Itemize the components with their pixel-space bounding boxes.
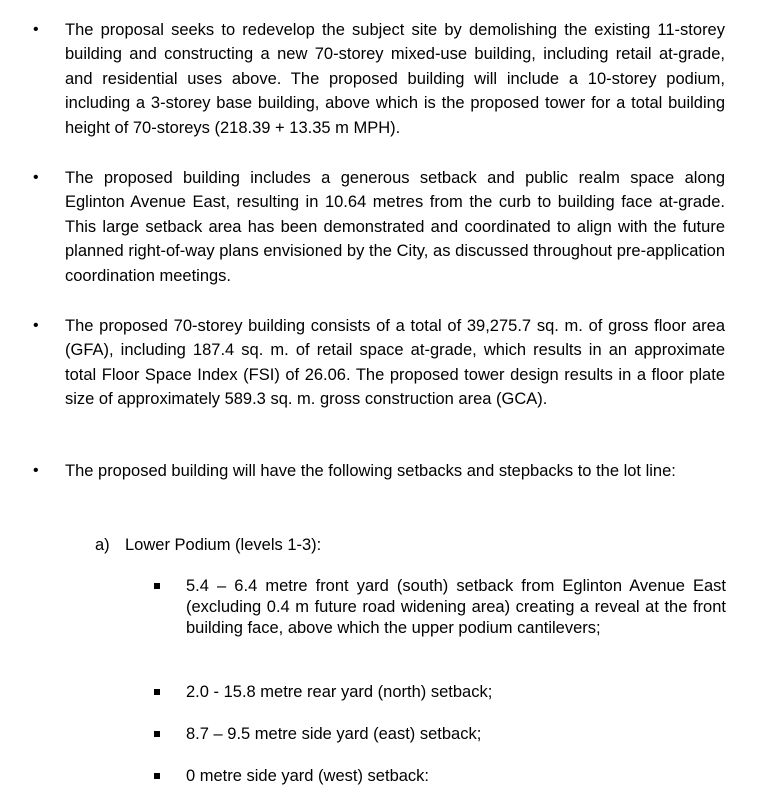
- bullet-text: The proposed building includes a generous setback and public realm space along Eglinton Avenue East, resulting in 10.64 metres from the curb to building face at-grade. This large setback area has been demonstrated and coordinated to align with the future planned right-of-way plans envisioned by the City, as discussed throughout pre-application coordination meetings.: [65, 169, 725, 285]
- bullet-text: The proposed 70-storey building consists of a total of 39,275.7 sq. m. of gross floor area (GFA), including 187.4 sq. m. of retail space at-grade, which results in an approximate total Floor Space Index (FSI) of 26.06. The proposed tower design results in a floor plate size of approximately 589.3 sq. m. gross construction area (GCA).: [65, 317, 725, 409]
- square-bullet-icon: [154, 583, 160, 589]
- square-bullet-icon: [154, 731, 160, 737]
- setback-text: 5.4 – 6.4 metre front yard (south) setback from Eglinton Avenue East (excluding 0.4 m future road widening area) creating a reveal at the front building face, above which the upper podium cantilevers;: [186, 577, 726, 637]
- sub-list-marker: a): [95, 536, 110, 554]
- bullet-marker: •: [33, 21, 39, 38]
- sub-list-label: Lower Podium (levels 1-3):: [125, 536, 322, 554]
- bullet-marker: •: [33, 317, 39, 334]
- square-bullet-icon: [154, 689, 160, 695]
- setback-text: 2.0 - 15.8 metre rear yard (north) setback;: [186, 683, 493, 701]
- square-bullet-icon: [154, 773, 160, 779]
- bullet-marker: •: [33, 169, 39, 186]
- setback-text: 8.7 – 9.5 metre side yard (east) setback;: [186, 725, 482, 743]
- bullet-text: The proposed building will have the following setbacks and stepbacks to the lot line:: [65, 462, 676, 480]
- bullet-text: The proposal seeks to redevelop the subject site by demolishing the existing 11-storey building and constructing a new 70-storey mixed-use building, including retail at-grade, and residential uses above. The proposed building will include a 10-storey podium, including a 3-storey base building, above which is the proposed tower for a total building height of 70-storeys (218.39 + 13.35 m MPH).: [65, 21, 725, 137]
- setback-text: 0 metre side yard (west) setback:: [186, 767, 430, 785]
- sub-list-item-lower-podium: [95, 533, 321, 557]
- bullet-marker: •: [33, 462, 39, 479]
